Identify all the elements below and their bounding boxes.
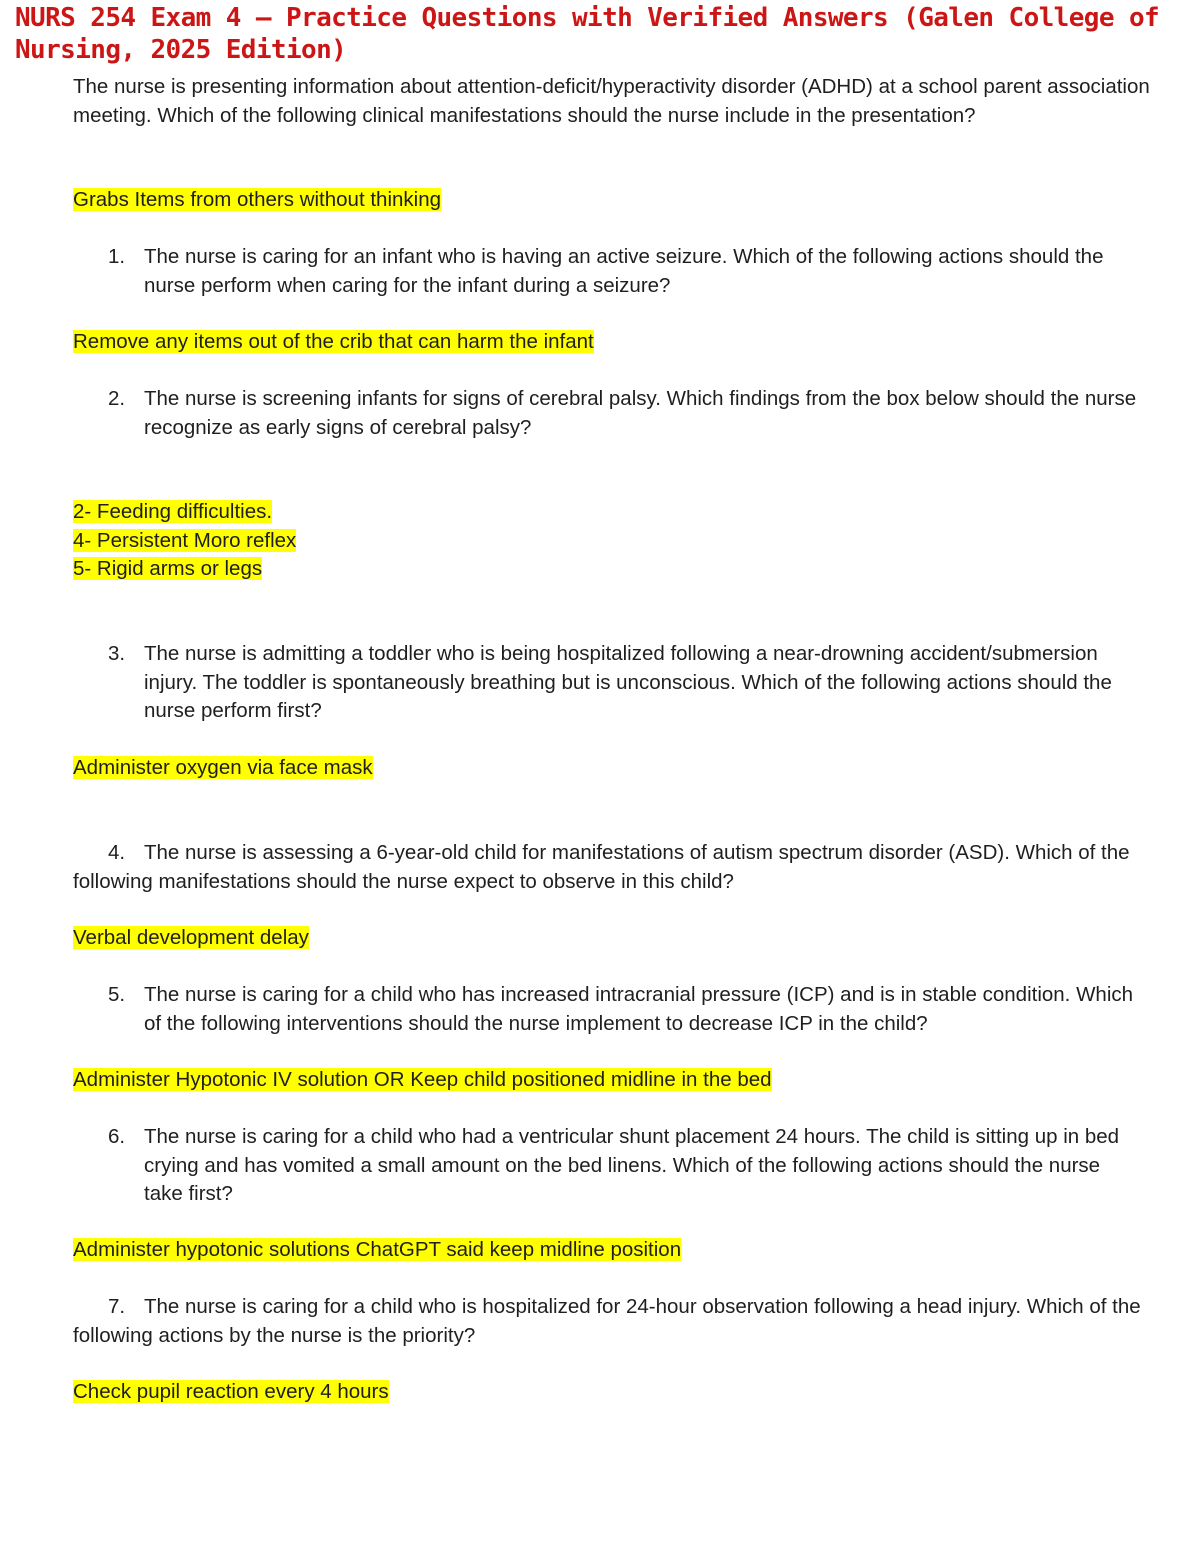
answer-6 <box>73 1236 1153 1265</box>
answer-highlight: Grabs Items from others without thinking <box>73 188 442 211</box>
question-3 <box>108 640 1138 726</box>
question-1 <box>108 243 1138 300</box>
question-text: The nurse is caring for an infant who is having an active seizure. Which of the following actions should the nurse perform when caring for the infant during a seizure? <box>144 245 1104 297</box>
answer-7 <box>73 1378 1153 1407</box>
intro-question: The nurse is presenting information about attention-deficit/hyperactivity disorder (ADHD) at a school parent association meeting. Which of the following clinical manifestations should the nurse include in the presentation? <box>73 75 1150 127</box>
question-5 <box>108 981 1138 1038</box>
question-text: The nurse is admitting a toddler who is being hospitalized following a near-drowning accident/submersion injury. The toddler is spontaneously breathing but is unconscious. Which of the following actions should the nurse perform first? <box>144 642 1112 722</box>
question-7 <box>73 1293 1153 1350</box>
answer-highlight: 4- Persistent Moro reflex <box>73 528 297 552</box>
question-text: The nurse is caring for a child who is hospitalized for 24-hour observation following a head injury. Which of the following actions by the nurse is the priority? <box>73 1295 1141 1347</box>
answer-highlight: Remove any items out of the crib that can harm the infant <box>73 330 594 353</box>
answer-highlight: Administer Hypotonic IV solution OR Keep child positioned midline in the bed <box>73 1068 772 1091</box>
answer-highlight: 2- Feeding difficulties. <box>73 500 273 523</box>
question-number: 3. <box>108 642 126 665</box>
answer-1 <box>73 328 1153 357</box>
question-number: 7. <box>108 1295 126 1318</box>
question-number: 6. <box>108 1125 126 1148</box>
answer-highlight: Administer hypotonic solutions ChatGPT said keep midline position <box>73 1238 682 1261</box>
answer-2 <box>73 498 1153 584</box>
answer-3 <box>73 754 1153 783</box>
question-text: The nurse is screening infants for signs of cerebral palsy. Which findings from the box below should the nurse recognize as early signs of cerebral palsy? <box>144 387 1137 439</box>
answer-5 <box>73 1066 1153 1095</box>
question-text: The nurse is caring for a child who had a ventricular shunt placement 24 hours. The child is sitting up in bed crying and has vomited a small amount on the bed linens. Which of the following actions should the nurse take first? <box>144 1125 1120 1205</box>
answer-highlight: 5- Rigid arms or legs <box>73 557 263 580</box>
question-2 <box>108 385 1138 442</box>
question-number: 4. <box>108 841 126 864</box>
answer-4 <box>73 924 1153 953</box>
question-number: 5. <box>108 983 126 1006</box>
question-number: 1. <box>108 245 126 268</box>
answer-highlight: Administer oxygen via face mask <box>73 756 373 779</box>
answer-highlight: Check pupil reaction every 4 hours <box>73 1380 389 1403</box>
question-text: The nurse is assessing a 6-year-old child for manifestations of autism spectrum disorder (ASD). Which of the following manifestations should the nurse expect to observe in this child? <box>73 841 1130 893</box>
intro-answer <box>73 186 1153 215</box>
question-4 <box>73 839 1153 896</box>
document-title: NURS 254 Exam 4 – Practice Questions with Verified Answers (Galen College of Nursing, 2025 Edition) <box>15 3 1160 65</box>
question-number: 2. <box>108 387 126 410</box>
question-text: The nurse is caring for a child who has increased intracranial pressure (ICP) and is in stable condition. Which of the following interventions should the nurse implement to decrease ICP in the child? <box>144 983 1134 1035</box>
question-6 <box>108 1123 1138 1209</box>
answer-highlight: Verbal development delay <box>73 926 309 949</box>
